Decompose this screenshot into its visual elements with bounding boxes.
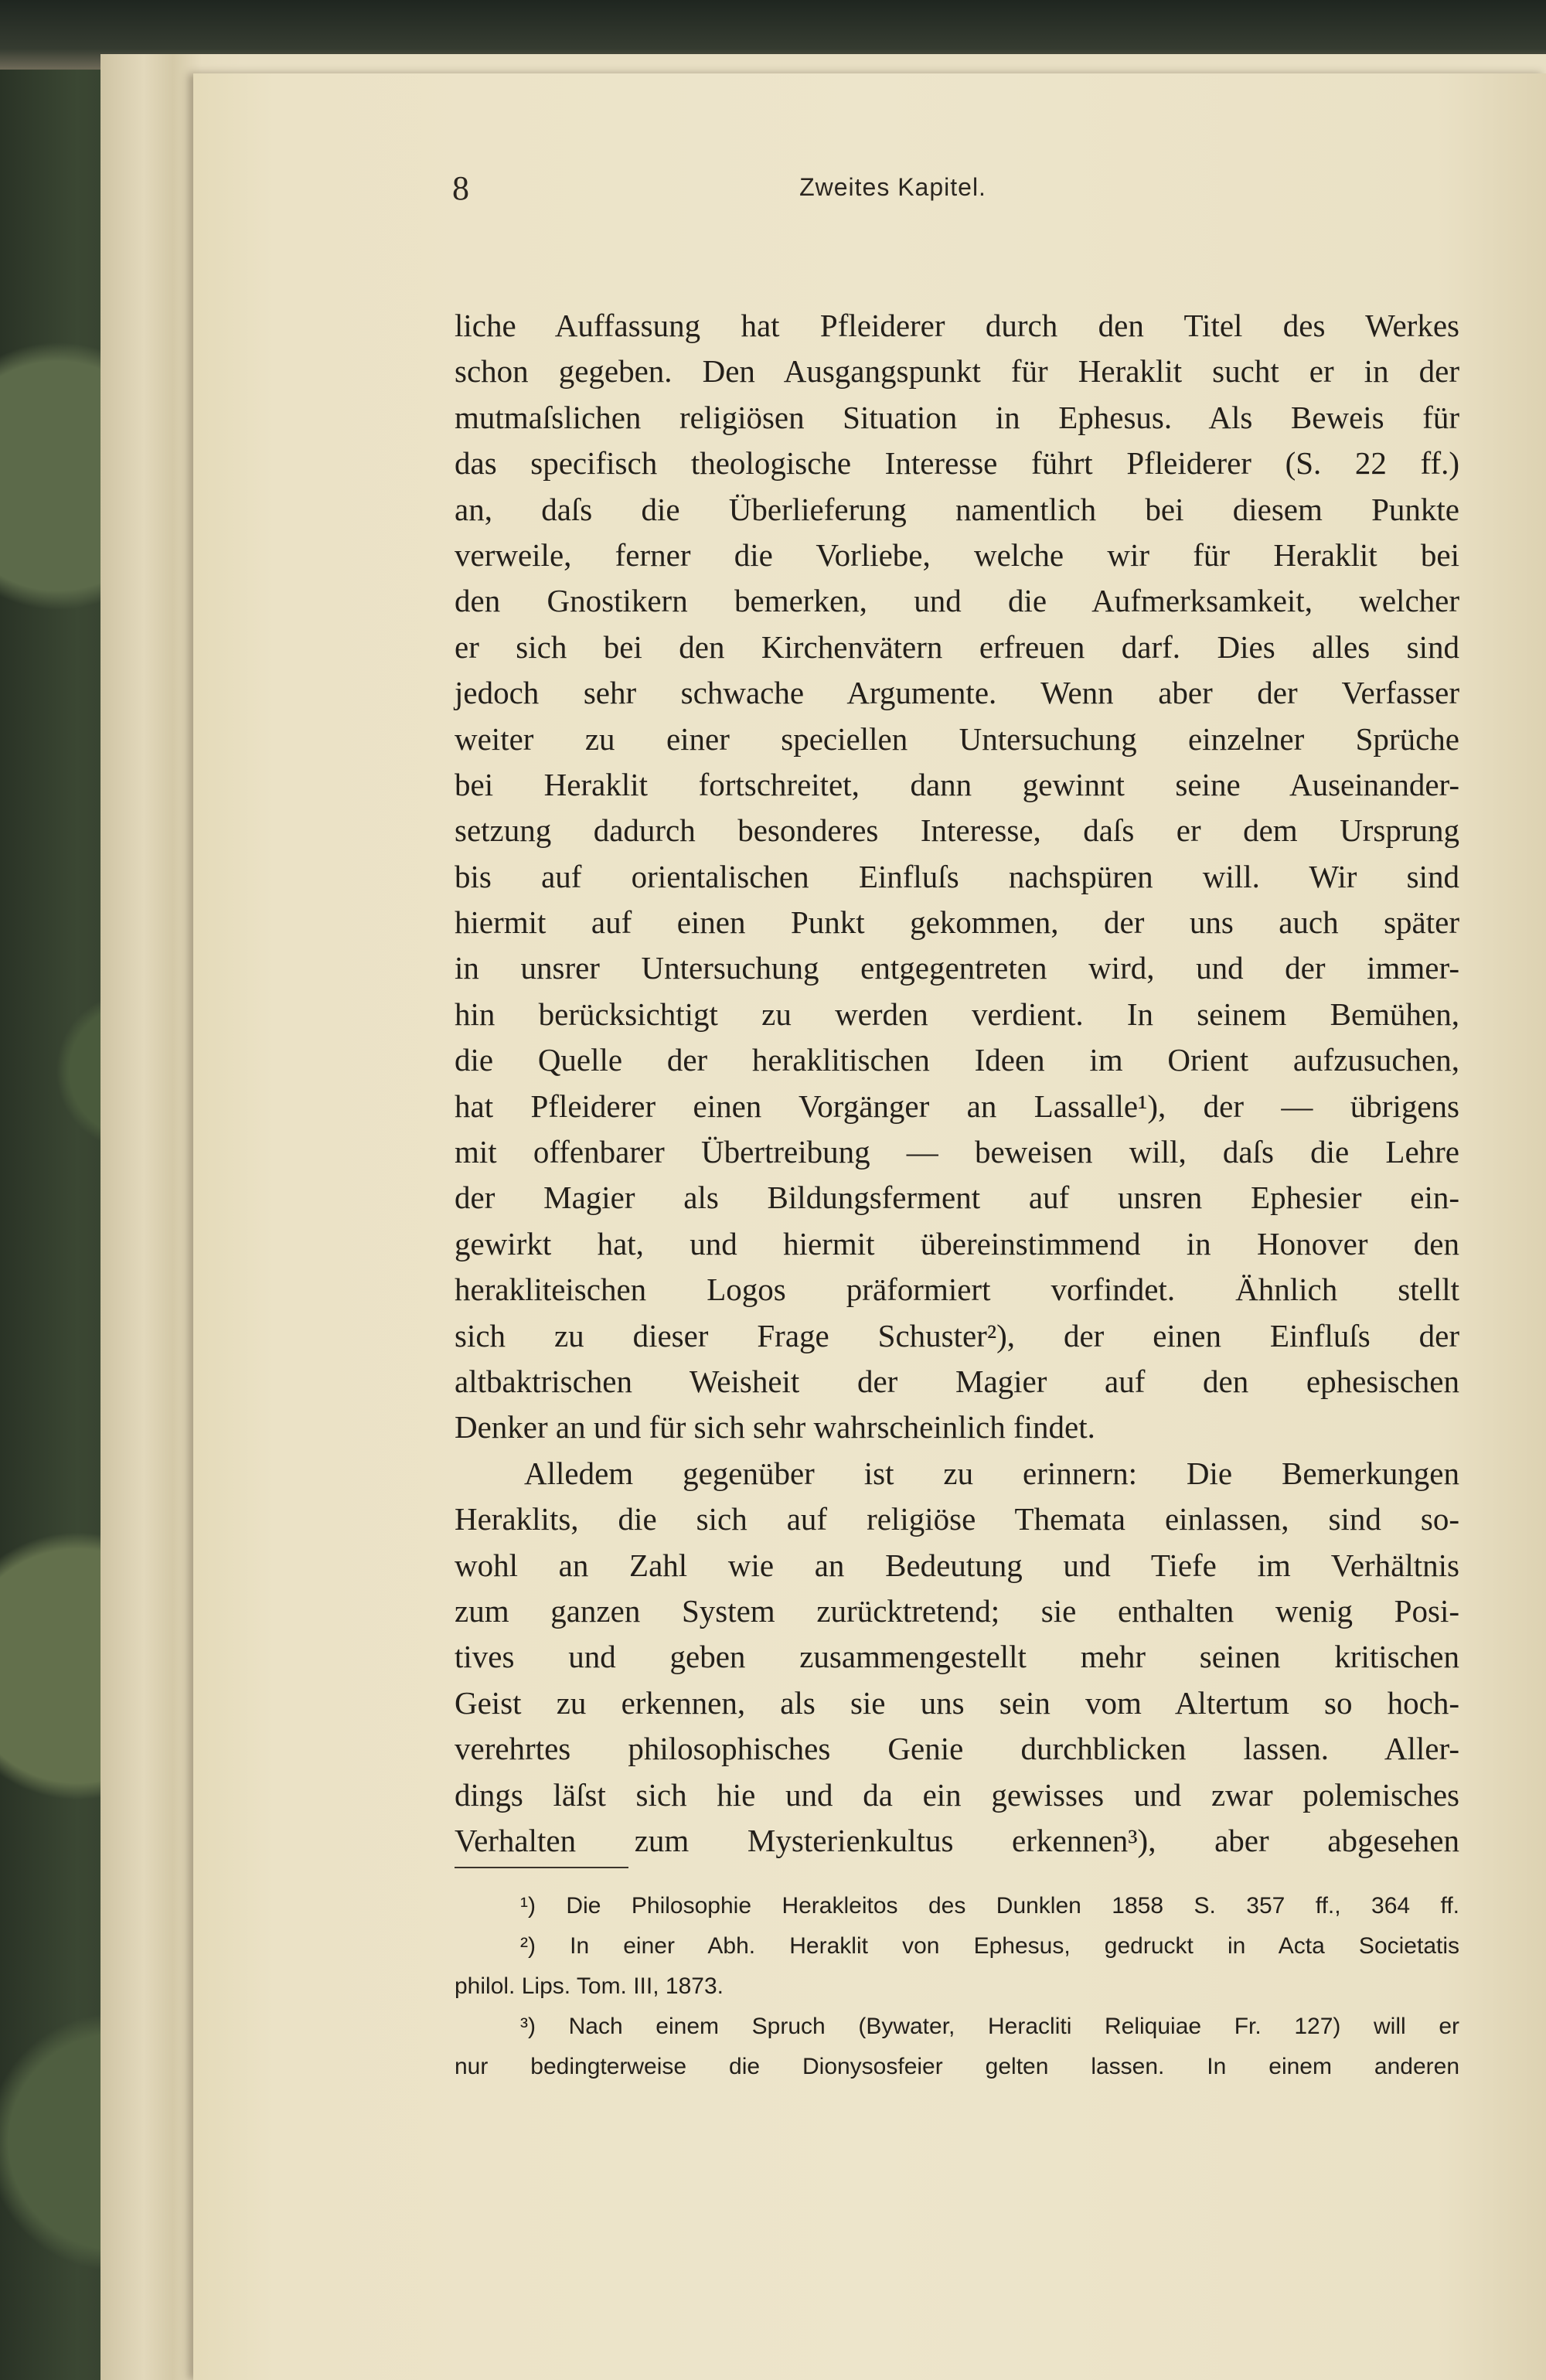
page-header: [255, 169, 1461, 223]
text-line: hat Pfleiderer einen Vorgänger an Lassalle¹), der — übrigens: [455, 1088, 1459, 1124]
body-text: [455, 303, 1459, 1864]
text-line: zum ganzen System zurücktretend; sie enthalten wenig Posi-: [455, 1592, 1459, 1629]
footnotes: [455, 1886, 1459, 2087]
text-line: Geist zu erkennen, als sie uns sein vom Altertum so hoch-: [455, 1684, 1459, 1721]
text-line: verehrtes philosophisches Genie durchblicken lassen. Aller-: [455, 1731, 1459, 1767]
text-line: altbaktrischen Weisheit der Magier auf den ephesischen: [455, 1363, 1459, 1399]
text-line: jedoch sehr schwache Argumente. Wenn aber der Verfasser: [455, 675, 1459, 711]
text-line: bei Heraklit fortschreitet, dann gewinnt seine Auseinander-: [455, 766, 1459, 802]
footnote-divider: [455, 1867, 628, 1868]
text-line: setzung dadurch besonderes Interesse, daſs er dem Ursprung: [455, 812, 1459, 849]
page-number: 8: [452, 169, 469, 207]
text-line: bis auf orientalischen Einfluſs nachspüren will. Wir sind: [455, 858, 1459, 894]
text-line: liche Auffassung hat Pfleiderer durch den Titel des Werkes: [455, 308, 1459, 343]
text-line: Heraklits, die sich auf religiöse Themata einlassen, sind so-: [455, 1501, 1459, 1537]
footnote-2: ²) In einer Abh. Heraklit von Ephesus, gedruckt in Acta Societatis: [520, 1933, 1459, 1959]
footnote-1: ¹) Die Philosophie Herakleitos des Dunklen 1858 S. 357 ff., 364 ff.: [520, 1893, 1459, 1919]
text-line: tives und geben zusammengestellt mehr seinen kritischen: [455, 1639, 1459, 1675]
text-line: weiter zu einer speciellen Untersuchung einzelner Sprüche: [455, 720, 1459, 757]
text-line: den Gnostikern bemerken, und die Aufmerksamkeit, welcher: [455, 583, 1459, 619]
text-line: sich zu dieser Frage Schuster²), der einen Einfluſs der: [455, 1317, 1459, 1353]
text-line: schon gegeben. Den Ausgangspunkt für Heraklit sucht er in der: [455, 353, 1459, 390]
text-line: Verhalten zum Mysterienkultus erkennen³), aber abgesehen: [455, 1822, 1459, 1858]
text-line: er sich bei den Kirchenvätern erfreuen darf. Dies alles sind: [455, 628, 1459, 665]
text-line: hin berücksichtigt zu werden verdient. In seinem Bemühen,: [455, 996, 1459, 1032]
running-title: Zweites Kapitel.: [799, 173, 986, 201]
footnote-3: ³) Nach einem Spruch (Bywater, Heracliti Reliquiae Fr. 127) will er: [520, 2014, 1459, 2039]
text-line: herakliteischen Logos präformiert vorfindet. Ähnlich stellt: [455, 1272, 1459, 1308]
text-line: der Magier als Bildungsferment auf unsren Ephesier ein-: [455, 1180, 1459, 1216]
text-line: wohl an Zahl wie an Bedeutung und Tiefe im Verhältnis: [455, 1547, 1459, 1583]
text-line: an, daſs die Überlieferung namentlich bei diesem Punkte: [455, 491, 1459, 527]
text-line: hiermit auf einen Punkt gekommen, der uns auch später: [455, 904, 1459, 941]
text-line: die Quelle der heraklitischen Ideen im Orient aufzusuchen,: [455, 1042, 1459, 1078]
text-line: dings läſst sich hie und da ein gewisses und zwar polemisches: [455, 1776, 1459, 1813]
text-line: in unsrer Untersuchung entgegentreten wird, und der immer-: [455, 950, 1459, 986]
footnote-2-continued: philol. Lips. Tom. III, 1873.: [455, 1973, 724, 1999]
text-line: mit offenbarer Übertreibung — beweisen will, daſs die Lehre: [455, 1134, 1459, 1170]
text-line: verweile, ferner die Vorliebe, welche wir für Heraklit bei: [455, 536, 1459, 573]
paragraph-end-line: Denker an und für sich sehr wahrscheinlich findet.: [455, 1409, 1095, 1445]
footnote-3-continued: nur bedingterweise die Dionysosfeier gelten lassen. In einem anderen: [455, 2054, 1459, 2079]
text-line: mutmaſslichen religiösen Situation in Ephesus. Als Beweis für: [455, 399, 1459, 435]
text-line: das specifisch theologische Interesse führt Pfleiderer (S. 22 ff.): [455, 445, 1459, 482]
text-line: gewirkt hat, und hiermit übereinstimmend in Honover den: [455, 1225, 1459, 1262]
paragraph-start-line: Alledem gegenüber ist zu erinnern: Die Bemerkungen: [524, 1455, 1459, 1491]
